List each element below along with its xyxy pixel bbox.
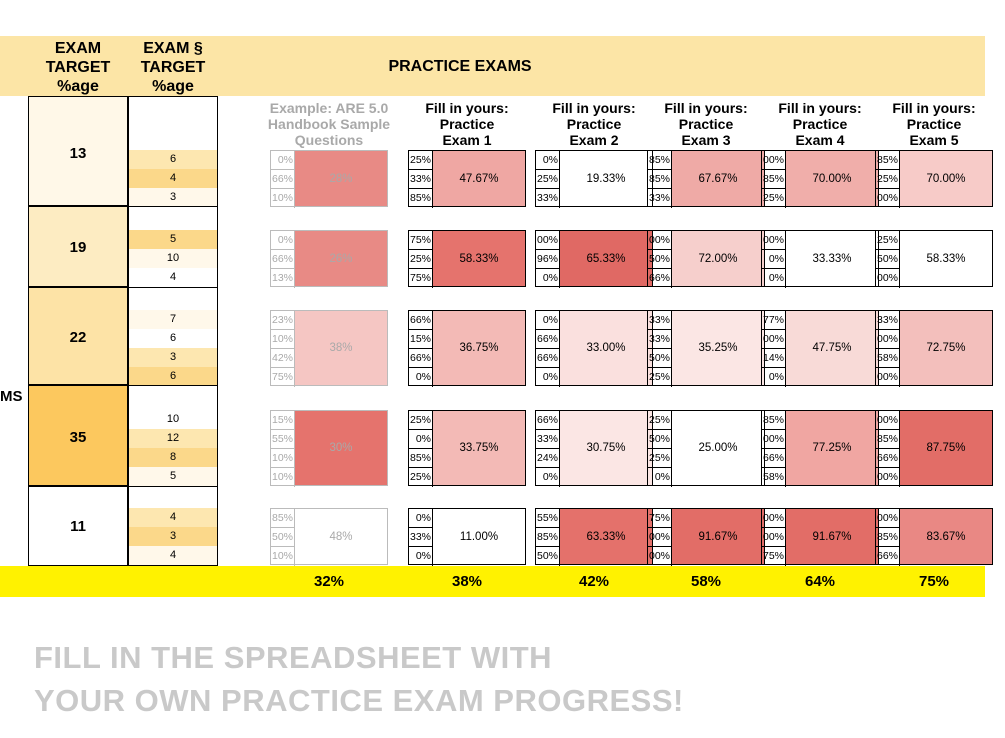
question-percent: 15%: [271, 411, 295, 430]
question-percent[interactable]: 66%: [876, 547, 900, 566]
question-percent[interactable]: 00%: [648, 547, 672, 566]
exam-target-header: EXAM TARGET %age: [45, 40, 111, 95]
exam-2-average: 42%: [578, 573, 610, 590]
exam-score-block[interactable]: [647, 150, 765, 207]
question-percent[interactable]: 85%: [409, 189, 433, 208]
section-target-value: 10: [129, 410, 217, 429]
exam-target-value: 22: [69, 329, 87, 346]
question-percent: 0%: [271, 151, 295, 170]
example-score-block: [270, 508, 388, 565]
section-target-value: 5: [129, 467, 217, 486]
question-percent[interactable]: 66%: [536, 330, 560, 349]
question-percent[interactable]: 66%: [409, 311, 433, 330]
exam-target-value: 11: [70, 518, 86, 535]
exam-score-block[interactable]: [408, 150, 526, 207]
question-percent[interactable]: 00%: [762, 231, 786, 250]
question-percent[interactable]: 33%: [648, 311, 672, 330]
section-target-value: 4: [129, 546, 217, 565]
section-score: 35.25%: [672, 311, 764, 385]
question-percent: 10%: [271, 468, 295, 487]
question-percent[interactable]: 66%: [409, 349, 433, 368]
question-percent[interactable]: 25%: [409, 151, 433, 170]
section-score: 33.00%: [560, 311, 652, 385]
question-percent[interactable]: 00%: [876, 509, 900, 528]
question-percent[interactable]: 0%: [536, 468, 560, 487]
question-percent[interactable]: 0%: [409, 430, 433, 449]
question-percent[interactable]: 58%: [762, 468, 786, 487]
question-percent[interactable]: 85%: [536, 528, 560, 547]
question-percent[interactable]: 85%: [876, 430, 900, 449]
exam-score-block[interactable]: [535, 150, 653, 207]
example-score-block: [270, 150, 388, 207]
question-percent[interactable]: 58%: [876, 349, 900, 368]
question-percent[interactable]: 85%: [409, 449, 433, 468]
question-percent[interactable]: 66%: [762, 449, 786, 468]
section-target-value: 6: [129, 329, 217, 348]
section-score: 91.67%: [672, 509, 764, 564]
question-percent: 50%: [271, 528, 295, 547]
question-percent[interactable]: 33%: [409, 170, 433, 189]
exam-score-block[interactable]: [647, 508, 765, 565]
section-target-value: 3: [129, 348, 217, 367]
exam-score-block[interactable]: [408, 410, 526, 486]
question-percent: 10%: [271, 547, 295, 566]
exam-score-block[interactable]: [647, 310, 765, 386]
question-percent[interactable]: 25%: [409, 411, 433, 430]
question-percent[interactable]: 25%: [876, 231, 900, 250]
section-score: 26%: [295, 231, 387, 286]
section-target-value: 8: [129, 448, 217, 467]
question-percent: 10%: [271, 189, 295, 208]
side-label: MS: [0, 388, 23, 405]
section-score: 58.33%: [900, 231, 992, 286]
question-percent[interactable]: 00%: [876, 368, 900, 387]
exam-4-average: 64%: [804, 573, 836, 590]
question-percent[interactable]: 00%: [762, 430, 786, 449]
exam-5-average: 75%: [918, 573, 950, 590]
question-percent[interactable]: 0%: [536, 269, 560, 288]
exam-target-value: 35: [69, 429, 87, 446]
exam-score-block[interactable]: [408, 508, 526, 565]
section-target-value: 3: [129, 527, 217, 546]
section-score: 19.33%: [560, 151, 652, 206]
exam-score-block[interactable]: [875, 508, 993, 565]
section-score: 70.00%: [786, 151, 878, 206]
exam-target-value: 19: [69, 239, 87, 256]
question-percent[interactable]: 0%: [536, 368, 560, 387]
exam-target-value: 13: [69, 145, 87, 162]
section-divider: [128, 96, 218, 97]
section-divider: [128, 206, 218, 207]
question-percent[interactable]: 00%: [762, 330, 786, 349]
question-percent[interactable]: 85%: [648, 151, 672, 170]
question-percent[interactable]: 33%: [536, 430, 560, 449]
section-score: 87.75%: [900, 411, 992, 485]
question-percent[interactable]: 77%: [762, 311, 786, 330]
question-percent[interactable]: 33%: [648, 330, 672, 349]
section-score: 25.00%: [672, 411, 764, 485]
section-score: 72.75%: [900, 311, 992, 385]
section-score: 36.75%: [433, 311, 525, 385]
question-percent: 55%: [271, 430, 295, 449]
section-score: 83.67%: [900, 509, 992, 564]
question-percent[interactable]: 15%: [409, 330, 433, 349]
exam-score-block[interactable]: [647, 230, 765, 287]
section-score: 33.33%: [786, 231, 878, 286]
section-score: 65.33%: [560, 231, 652, 286]
question-percent[interactable]: 33%: [648, 189, 672, 208]
question-percent[interactable]: 66%: [536, 349, 560, 368]
question-percent[interactable]: 24%: [536, 449, 560, 468]
question-percent[interactable]: 75%: [409, 231, 433, 250]
question-percent[interactable]: 85%: [876, 151, 900, 170]
exam-score-block[interactable]: [875, 410, 993, 486]
cta-line-1: FILL IN THE SPREADSHEET WITH: [34, 640, 553, 675]
section-score: 30.75%: [560, 411, 652, 485]
question-percent[interactable]: 0%: [409, 509, 433, 528]
question-percent[interactable]: 55%: [536, 509, 560, 528]
question-percent: 42%: [271, 349, 295, 368]
question-percent[interactable]: 85%: [762, 170, 786, 189]
question-percent[interactable]: 00%: [762, 151, 786, 170]
exam-score-block[interactable]: [408, 310, 526, 386]
question-percent[interactable]: 50%: [648, 250, 672, 269]
section-target-value: 12: [129, 429, 217, 448]
question-percent[interactable]: 00%: [876, 468, 900, 487]
exam-score-block[interactable]: [761, 310, 879, 386]
section-divider: [128, 486, 218, 487]
question-percent: 13%: [271, 269, 295, 288]
example-score-block: [270, 410, 388, 486]
question-percent[interactable]: 85%: [648, 170, 672, 189]
section-score: 70.00%: [900, 151, 992, 206]
question-percent[interactable]: 66%: [648, 269, 672, 288]
question-percent[interactable]: 00%: [876, 411, 900, 430]
section-score: 38%: [295, 311, 387, 385]
section-target-value: 4: [129, 508, 217, 527]
exam-score-block[interactable]: [408, 230, 526, 287]
section-score: 48%: [295, 509, 387, 564]
question-percent[interactable]: 75%: [762, 547, 786, 566]
question-percent: 23%: [271, 311, 295, 330]
exam-score-block[interactable]: [761, 150, 879, 207]
question-percent[interactable]: 00%: [876, 189, 900, 208]
question-percent: 66%: [271, 170, 295, 189]
question-percent: 10%: [271, 449, 295, 468]
exam-score-block[interactable]: [535, 508, 653, 565]
section-target-value: 10: [129, 249, 217, 268]
question-percent[interactable]: 75%: [409, 269, 433, 288]
question-percent[interactable]: 66%: [536, 411, 560, 430]
question-percent[interactable]: 85%: [876, 528, 900, 547]
question-percent[interactable]: 50%: [536, 547, 560, 566]
question-percent[interactable]: 00%: [762, 509, 786, 528]
question-percent[interactable]: 25%: [536, 170, 560, 189]
section-divider: [128, 385, 218, 386]
question-percent[interactable]: 0%: [762, 269, 786, 288]
question-percent[interactable]: 25%: [648, 368, 672, 387]
question-percent: 0%: [271, 231, 295, 250]
exam-score-block[interactable]: [761, 410, 879, 486]
question-percent: 66%: [271, 250, 295, 269]
section-target-header: EXAM § TARGET %age: [140, 40, 206, 95]
question-percent[interactable]: 00%: [876, 330, 900, 349]
section-score: 58.33%: [433, 231, 525, 286]
question-percent[interactable]: 25%: [762, 189, 786, 208]
section-score: 91.67%: [786, 509, 878, 564]
question-percent[interactable]: 00%: [762, 528, 786, 547]
section-score: 72.00%: [672, 231, 764, 286]
section-target-value: 5: [129, 230, 217, 249]
question-percent: 10%: [271, 330, 295, 349]
section-target-value: 6: [129, 367, 217, 386]
question-percent[interactable]: 75%: [648, 509, 672, 528]
example-score-block: [270, 230, 388, 287]
question-percent[interactable]: 0%: [762, 250, 786, 269]
section-score: 47.67%: [433, 151, 525, 206]
question-percent[interactable]: 33%: [409, 528, 433, 547]
exam-score-block[interactable]: [535, 230, 653, 287]
exam-score-block[interactable]: [875, 310, 993, 386]
exam-score-block[interactable]: [647, 410, 765, 486]
section-target-value: 4: [129, 268, 217, 287]
question-percent[interactable]: 66%: [876, 449, 900, 468]
question-percent[interactable]: 0%: [409, 547, 433, 566]
exam-1-average: 38%: [451, 573, 483, 590]
question-percent[interactable]: 33%: [536, 189, 560, 208]
exam-score-block[interactable]: [875, 230, 993, 287]
section-target-value: 6: [129, 150, 217, 169]
section-score: 30%: [295, 411, 387, 485]
question-percent[interactable]: 25%: [648, 411, 672, 430]
question-percent[interactable]: 25%: [409, 250, 433, 269]
question-percent[interactable]: 00%: [536, 231, 560, 250]
example-column-header: Example: ARE 5.0 Handbook Sample Questions: [267, 100, 391, 148]
question-percent[interactable]: 85%: [762, 411, 786, 430]
question-percent[interactable]: 00%: [876, 269, 900, 288]
section-score: 33.75%: [433, 411, 525, 485]
section-target-value: 7: [129, 310, 217, 329]
question-percent[interactable]: 00%: [648, 528, 672, 547]
exam-score-block[interactable]: [535, 410, 653, 486]
question-percent[interactable]: 50%: [648, 430, 672, 449]
question-percent[interactable]: 33%: [876, 311, 900, 330]
question-percent: 85%: [271, 509, 295, 528]
section-score: 67.67%: [672, 151, 764, 206]
practice-exam-5-header: Fill in yours: Practice Exam 5: [892, 100, 976, 148]
question-percent[interactable]: 00%: [648, 231, 672, 250]
question-percent[interactable]: 14%: [762, 349, 786, 368]
section-divider: [128, 287, 218, 288]
example-average: 32%: [313, 573, 345, 590]
question-percent[interactable]: 96%: [536, 250, 560, 269]
exam-score-block[interactable]: [761, 508, 879, 565]
exam-score-block[interactable]: [875, 150, 993, 207]
section-score: 47.75%: [786, 311, 878, 385]
question-percent[interactable]: 50%: [648, 349, 672, 368]
question-percent[interactable]: 25%: [648, 449, 672, 468]
section-target-value: 3: [129, 188, 217, 207]
section-score: 11.00%: [433, 509, 525, 564]
practice-exam-4-header: Fill in yours: Practice Exam 4: [778, 100, 862, 148]
question-percent[interactable]: 0%: [648, 468, 672, 487]
question-percent[interactable]: 0%: [762, 368, 786, 387]
question-percent[interactable]: 0%: [536, 151, 560, 170]
question-percent[interactable]: 25%: [409, 468, 433, 487]
section-score: 63.33%: [560, 509, 652, 564]
practice-exam-3-header: Fill in yours: Practice Exam 3: [664, 100, 748, 148]
question-percent[interactable]: 25%: [876, 170, 900, 189]
question-percent: 75%: [271, 368, 295, 387]
question-percent[interactable]: 0%: [536, 311, 560, 330]
example-score-block: [270, 310, 388, 386]
practice-exams-title: PRACTICE EXAMS: [388, 58, 532, 75]
section-score: 28%: [295, 151, 387, 206]
question-percent[interactable]: 0%: [409, 368, 433, 387]
practice-exam-2-header: Fill in yours: Practice Exam 2: [552, 100, 636, 148]
section-score: 77.25%: [786, 411, 878, 485]
section-target-value: 4: [129, 169, 217, 188]
exam-3-average: 58%: [690, 573, 722, 590]
practice-exam-1-header: Fill in yours: Practice Exam 1: [425, 100, 509, 148]
question-percent[interactable]: 50%: [876, 250, 900, 269]
exam-score-block[interactable]: [535, 310, 653, 386]
exam-score-block[interactable]: [761, 230, 879, 287]
cta-line-2: YOUR OWN PRACTICE EXAM PROGRESS!: [34, 683, 684, 718]
